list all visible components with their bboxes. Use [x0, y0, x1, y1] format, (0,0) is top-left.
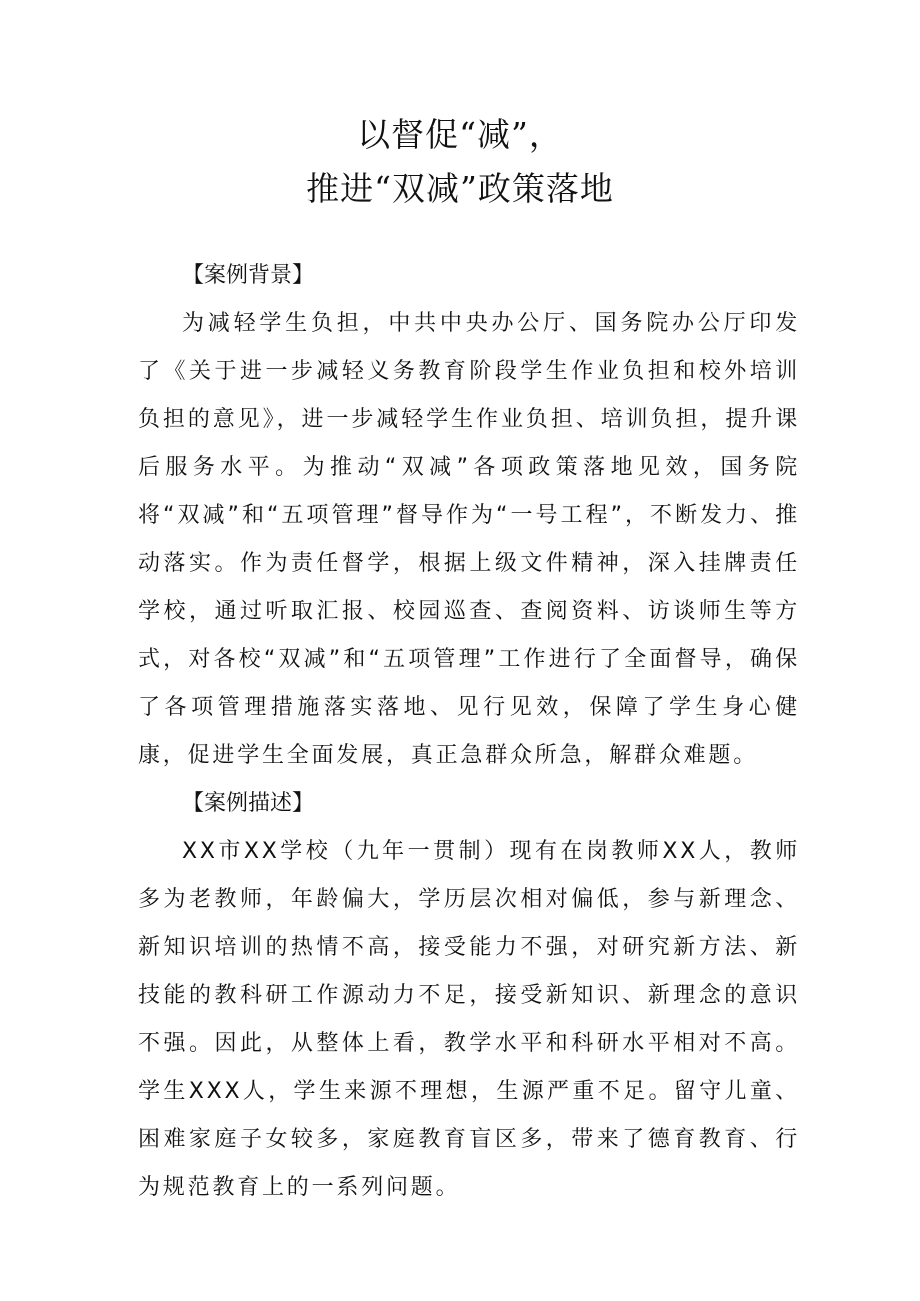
section-paragraph-background: 为减轻学生负担，中共中央办公厅、国务院办公厅印发了《关于进一步减轻义务教育阶段学生作业负担和校外培训负担的意见》，进一步减轻学生作业负担、培训负担，提升课后服务水平。为推动“双减”各项政策落地见效，国务院将“双减”和“五项管理”督导作为“一号工程”，不断发力、推动落实。作为责任督学，根据上级文件精神，深入挂牌责任学校，通过听取汇报、校园巡查、查阅资料、访谈师生等方式，对各校“双减”和“五项管理”工作进行了全面督导，确保了各项管理措施落实落地、见行见效，保障了学生身心健康，促进学生全面发展，真正急群众所急，解群众难题。: [138, 311, 800, 768]
section-heading-description: 【案例描述】: [182, 791, 315, 816]
document-title: [0, 108, 920, 216]
section-paragraph-description: XX市XX学校（九年一贯制）现有在岗教师XX人，教师多为老教师，年龄偏大，学历层次相对偏低，参与新理念、新知识培训的热情不高，接受能力不强，对研究新方法、新技能的教科研工作源动力不足，接受新知识、新理念的意识不强。因此，从整体上看，教学水平和科研水平相对不高。学生XXX人，学生来源不理想，生源严重不足。留守儿童、困难家庭子女较多，家庭教育盲区多，带来了德育教育、行为规范教育上的一系列问题。: [138, 839, 800, 1200]
title-line-2: 推进“双减”政策落地: [306, 169, 614, 208]
title-line-1: 以督促“减”，: [357, 115, 563, 154]
section-heading-background: 【案例背景】: [182, 263, 315, 288]
document-body: [138, 252, 800, 1212]
